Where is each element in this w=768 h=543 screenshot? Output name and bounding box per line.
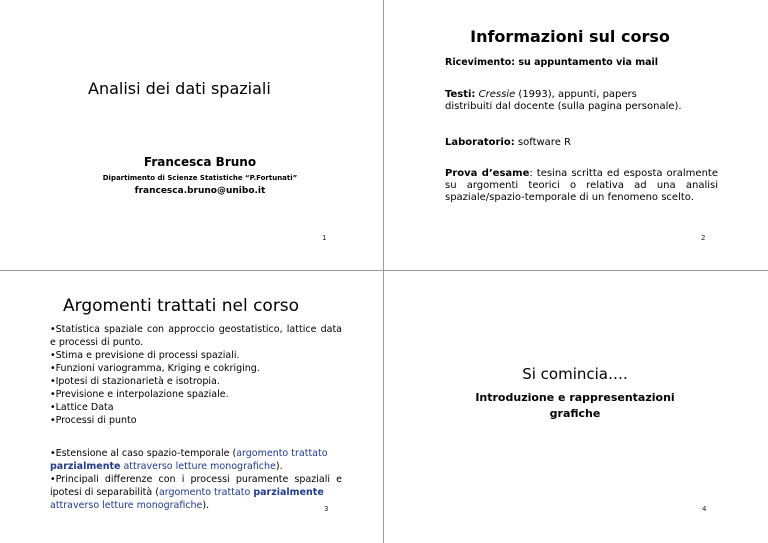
slide-4-subtitle-line2: grafiche (549, 407, 601, 420)
slide-1-department: Dipartimento di Scienze Statistiche “P.Fortunati” (102, 174, 298, 182)
prova-text: : tesina scritta ed esposta oralmente su argomenti teorici o relativa ad una analisi spaziale/spazio-temporale di un fenomeno scelto. (445, 168, 718, 203)
horizontal-divider (0, 270, 768, 271)
prova-paragraph (445, 168, 718, 204)
extension-text-e: ). (275, 461, 283, 472)
slide-2-page-number: 2 (701, 234, 706, 242)
slide-1-title: Analisi dei dati spaziali (88, 79, 271, 98)
slide-3-page-number: 3 (324, 505, 329, 513)
differences-text-c: parzialmente (253, 487, 324, 498)
extension-text-b: argomento trattato (236, 448, 328, 459)
extension-text-c: parzialmente (50, 461, 121, 472)
slide-4-page-number: 4 (702, 505, 707, 513)
topic-item: •Processi di punto (50, 415, 137, 426)
testi-line2: distribuiti dal docente (sulla pagina personale). (445, 101, 682, 112)
differences-item (50, 473, 342, 512)
slide-1-page-number: 1 (322, 234, 327, 242)
slide-1-author: Francesca Bruno (143, 155, 257, 169)
slide-3-title: Argomenti trattati nel corso (63, 296, 300, 316)
laboratorio-text: software R (514, 137, 571, 148)
extension-text-a: •Estensione al caso spazio-temporale ( (50, 448, 237, 459)
topics-list (50, 323, 342, 427)
slide-1-email: francesca.bruno@unibo.it (134, 186, 266, 196)
testi-paragraph (445, 89, 720, 113)
vertical-divider (383, 0, 384, 543)
slide-2-title: Informazioni sul corso (470, 27, 670, 46)
differences-text-b: argomento trattato (158, 487, 254, 498)
ricevimento-text: Ricevimento: su appuntamento via mail (445, 57, 659, 68)
topic-item: •Previsione e interpolazione spaziale. (50, 389, 229, 400)
topic-item: •Lattice Data (50, 402, 114, 413)
topic-item: •Funzioni variogramma, Kriging e cokriging. (50, 363, 260, 374)
slide-4-title: Si comincia…. (522, 365, 628, 383)
slide-4-subtitle-line1: Introduzione e rappresentazioni (475, 391, 675, 404)
differences-text-e: ). (202, 500, 210, 511)
laboratorio-label: Laboratorio: (445, 137, 515, 148)
testi-label: Testi: (445, 89, 476, 100)
topic-item: •Stima e previsione di processi spaziali. (50, 350, 240, 361)
prova-label: Prova d’esame (445, 168, 530, 179)
laboratorio-paragraph (445, 137, 720, 149)
differences-text-d: attraverso letture monografiche (50, 500, 203, 511)
topic-item: •Statistica spaziale con approccio geostatistico, lattice data e processi di punto. (50, 324, 342, 348)
extension-text-d: attraverso letture monografiche (120, 461, 276, 472)
extension-item (50, 447, 342, 473)
testi-author: Cressie (478, 89, 516, 100)
topic-item: •Ipotesi di stazionarietà e isotropia. (50, 376, 220, 387)
slide-4-subtitle (450, 390, 700, 422)
testi-line1: (1993), appunti, papers (515, 89, 637, 100)
differences-text-a: •Principali differenze con i processi puramente spaziali e ipotesi di separabilità ( (50, 474, 342, 498)
